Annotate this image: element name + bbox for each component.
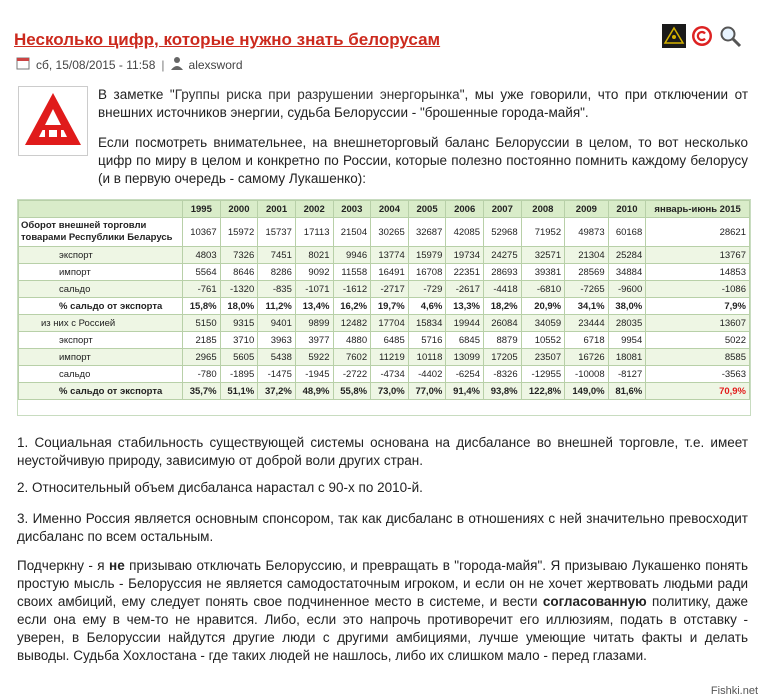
row-label: % сальдо от экспорта xyxy=(19,383,183,400)
table-cell: -4402 xyxy=(408,366,446,383)
article-logo xyxy=(18,86,88,156)
table-cell: 11219 xyxy=(371,349,409,366)
table-cell: 10118 xyxy=(408,349,446,366)
toolbar-icons xyxy=(662,24,742,48)
table-cell: -4734 xyxy=(371,366,409,383)
table-cell: 24275 xyxy=(484,247,522,264)
table-cell: -780 xyxy=(183,366,221,383)
row-label: сальдо xyxy=(19,366,183,383)
table-cell: 23507 xyxy=(521,349,565,366)
table-cell: 71952 xyxy=(521,218,565,247)
table-cell: 18081 xyxy=(608,349,646,366)
table-cell: 21504 xyxy=(333,218,371,247)
table-cell: 12482 xyxy=(333,315,371,332)
table-cell: 3963 xyxy=(258,332,296,349)
table-cell: 6485 xyxy=(371,332,409,349)
copyright-icon[interactable] xyxy=(690,24,714,48)
table-cell: 2965 xyxy=(183,349,221,366)
table-cell: -8326 xyxy=(484,366,522,383)
table-cell: 5605 xyxy=(220,349,258,366)
table-cell: -4418 xyxy=(484,281,522,298)
table-cell: 15834 xyxy=(408,315,446,332)
table-cell: 42085 xyxy=(446,218,484,247)
table-cell: -3563 xyxy=(646,366,750,383)
table-row xyxy=(19,349,750,366)
table-cell: 11558 xyxy=(333,264,371,281)
table-cell: 15,8% xyxy=(183,298,221,315)
table-cell: 9092 xyxy=(295,264,333,281)
table-cell: 5150 xyxy=(183,315,221,332)
table-cell: 8879 xyxy=(484,332,522,349)
table-cell: 18,2% xyxy=(484,298,522,315)
table-cell: 19944 xyxy=(446,315,484,332)
table-cell: 7,9% xyxy=(646,298,750,315)
table-cell: 39381 xyxy=(521,264,565,281)
table-cell: -1475 xyxy=(258,366,296,383)
post-date: сб, 15/08/2015 - 11:58 xyxy=(36,57,156,72)
table-cell: 22351 xyxy=(446,264,484,281)
row-label: % сальдо от экспорта xyxy=(19,298,183,315)
row-label: из них с Россией xyxy=(19,315,183,332)
row-label: импорт xyxy=(19,264,183,281)
trade-balance-table xyxy=(18,200,750,400)
table-header-cell: 2005 xyxy=(408,201,446,218)
table-cell: 16708 xyxy=(408,264,446,281)
table-cell: 38,0% xyxy=(608,298,646,315)
table-cell: 19734 xyxy=(446,247,484,264)
table-header-cell: 1995 xyxy=(183,201,221,218)
point-2: 2. Относительный объем дисбаланса нарастал с 90-х по 2010-й. xyxy=(17,480,423,495)
table-cell: 7451 xyxy=(258,247,296,264)
row-label: экспорт xyxy=(19,247,183,264)
table-cell: 93,8% xyxy=(484,383,522,400)
table-header-cell: 2004 xyxy=(371,201,409,218)
table-cell: 49873 xyxy=(565,218,609,247)
table-cell: 15972 xyxy=(220,218,258,247)
table-cell: 9954 xyxy=(608,332,646,349)
table-cell: -2722 xyxy=(333,366,371,383)
article-meta xyxy=(16,56,243,73)
table-cell: 13,3% xyxy=(446,298,484,315)
table-cell: 10367 xyxy=(183,218,221,247)
table-cell: 7602 xyxy=(333,349,371,366)
table-cell: 6845 xyxy=(446,332,484,349)
table-cell: 17704 xyxy=(371,315,409,332)
table-cell: 14853 xyxy=(646,264,750,281)
intro-paragraph: В заметке "Группы риска при разрушении энергорынка", мы уже говорили, что при отключении от внешних источников энергии, судьба Белоруссии - "брошенные города-майя". xyxy=(98,87,749,120)
table-cell: -9600 xyxy=(608,281,646,298)
table-cell: 149,0% xyxy=(565,383,609,400)
table-cell: -10008 xyxy=(565,366,609,383)
search-icon[interactable] xyxy=(718,24,742,48)
table-cell: 52968 xyxy=(484,218,522,247)
table-cell: 8021 xyxy=(295,247,333,264)
row-label: Оборот внешней торговли товарами Республики Беларусь xyxy=(19,218,183,247)
table-cell: 18,0% xyxy=(220,298,258,315)
table-cell: 19,7% xyxy=(371,298,409,315)
table-cell: 13099 xyxy=(446,349,484,366)
table-row xyxy=(19,383,750,400)
table-cell: -835 xyxy=(258,281,296,298)
table-row xyxy=(19,366,750,383)
table-cell: 23444 xyxy=(565,315,609,332)
table-row xyxy=(19,218,750,247)
table-header-cell: январь-июнь 2015 xyxy=(646,201,750,218)
table-cell: 15737 xyxy=(258,218,296,247)
point-1: 1. Социальная стабильность существующей системы основана на дисбалансе во внешней торговле, т.е. имеет неустойчивую природу, зависимую от доброй воли других стран. xyxy=(17,435,748,468)
table-row xyxy=(19,315,750,332)
calendar-icon xyxy=(16,56,30,73)
table-cell: -729 xyxy=(408,281,446,298)
table-header-cell: 2008 xyxy=(521,201,565,218)
table-cell: 8585 xyxy=(646,349,750,366)
table-cell: 16,2% xyxy=(333,298,371,315)
table-cell: 10552 xyxy=(521,332,565,349)
table-header-cell: 2009 xyxy=(565,201,609,218)
table-cell: -1612 xyxy=(333,281,371,298)
table-row xyxy=(19,264,750,281)
table-cell: -6254 xyxy=(446,366,484,383)
table-cell: 4,6% xyxy=(408,298,446,315)
table-cell: 32687 xyxy=(408,218,446,247)
table-cell: -7265 xyxy=(565,281,609,298)
table-cell: 4803 xyxy=(183,247,221,264)
table-cell: 28693 xyxy=(484,264,522,281)
table-cell: 77,0% xyxy=(408,383,446,400)
table-cell: -1086 xyxy=(646,281,750,298)
table-cell: 34059 xyxy=(521,315,565,332)
table-row xyxy=(19,247,750,264)
table-cell: 13774 xyxy=(371,247,409,264)
table-cell: 3977 xyxy=(295,332,333,349)
table-cell: 34884 xyxy=(608,264,646,281)
table-cell: 5438 xyxy=(258,349,296,366)
table-row xyxy=(19,298,750,315)
table-cell: 2185 xyxy=(183,332,221,349)
table-cell: 122,8% xyxy=(521,383,565,400)
table-header-cell xyxy=(19,201,183,218)
table-cell: 5716 xyxy=(408,332,446,349)
table-header-cell: 2010 xyxy=(608,201,646,218)
table-cell: 13767 xyxy=(646,247,750,264)
table-header-cell: 2003 xyxy=(333,201,371,218)
table-cell: 91,4% xyxy=(446,383,484,400)
table-cell: 37,2% xyxy=(258,383,296,400)
table-cell: 70,9% xyxy=(646,383,750,400)
table-cell: 8646 xyxy=(220,264,258,281)
table-cell: -1945 xyxy=(295,366,333,383)
article-title[interactable]: Несколько цифр, которые нужно знать белорусам xyxy=(14,30,441,49)
table-cell: 60168 xyxy=(608,218,646,247)
table-cell: 16491 xyxy=(371,264,409,281)
table-cell: 81,6% xyxy=(608,383,646,400)
table-cell: -6810 xyxy=(521,281,565,298)
context-paragraph: Если посмотреть внимательнее, на внешнеторговый баланс Белоруссии в целом, то вот несколько цифр по миру в целом и конкретно по России, которые полезно постоянно помнить каждому белорусу (и в первую очередь - самому Лукашенко): xyxy=(98,135,748,186)
table-cell: 11,2% xyxy=(258,298,296,315)
table-cell: 17113 xyxy=(295,218,333,247)
trade-table-image xyxy=(17,199,751,416)
table-cell: 9946 xyxy=(333,247,371,264)
table-cell: 3710 xyxy=(220,332,258,349)
table-cell: 30265 xyxy=(371,218,409,247)
table-cell: 32571 xyxy=(521,247,565,264)
row-label: сальдо xyxy=(19,281,183,298)
point-3: 3. Именно Россия является основным спонсором, так как дисбаланс в отношениях с ней значительно превосходит дисбаланс по всем остальным. xyxy=(17,511,748,544)
row-label: импорт xyxy=(19,349,183,366)
table-row xyxy=(19,281,750,298)
table-cell: 6718 xyxy=(565,332,609,349)
table-cell: 4880 xyxy=(333,332,371,349)
table-header-cell: 2007 xyxy=(484,201,522,218)
table-cell: 13,4% xyxy=(295,298,333,315)
table-row xyxy=(19,332,750,349)
table-cell: -12955 xyxy=(521,366,565,383)
table-cell: 28569 xyxy=(565,264,609,281)
table-cell: -2717 xyxy=(371,281,409,298)
table-cell: 16726 xyxy=(565,349,609,366)
table-cell: 73,0% xyxy=(371,383,409,400)
table-cell: -1071 xyxy=(295,281,333,298)
table-cell: -1320 xyxy=(220,281,258,298)
row-label: экспорт xyxy=(19,332,183,349)
table-cell: 55,8% xyxy=(333,383,371,400)
table-cell: -761 xyxy=(183,281,221,298)
table-cell: 28035 xyxy=(608,315,646,332)
table-header-cell: 2000 xyxy=(220,201,258,218)
table-cell: 26084 xyxy=(484,315,522,332)
table-cell: 5022 xyxy=(646,332,750,349)
table-cell: 8286 xyxy=(258,264,296,281)
table-cell: -8127 xyxy=(608,366,646,383)
table-cell: 48,9% xyxy=(295,383,333,400)
pyramid-icon[interactable] xyxy=(662,24,686,48)
watermark: Fishki.net xyxy=(710,685,758,697)
table-cell: 35,7% xyxy=(183,383,221,400)
table-cell: 34,1% xyxy=(565,298,609,315)
table-cell: 9899 xyxy=(295,315,333,332)
table-header-cell: 2002 xyxy=(295,201,333,218)
table-header-row xyxy=(19,201,750,218)
table-cell: 9401 xyxy=(258,315,296,332)
table-cell: 15979 xyxy=(408,247,446,264)
table-cell: 5922 xyxy=(295,349,333,366)
table-cell: 25284 xyxy=(608,247,646,264)
table-cell: 21304 xyxy=(565,247,609,264)
table-cell: -2617 xyxy=(446,281,484,298)
table-cell: 51,1% xyxy=(220,383,258,400)
author-name[interactable]: alexsword xyxy=(188,57,243,72)
table-header-cell: 2001 xyxy=(258,201,296,218)
table-cell: 28621 xyxy=(646,218,750,247)
table-header-cell: 2006 xyxy=(446,201,484,218)
meta-separator: | xyxy=(161,57,165,72)
conclusion-paragraph: Подчеркну - я не призываю отключать Белоруссию, и превращать в "города-майя". Я призываю Лукашенко понять простую мысль - Белоруссия не является самодостаточным игроком, и если он не хочет жертвовать людьми ради своих амбиций, ему следует понять свое подчиненное место в системе, и вести согласованную политику, даже если она ему в чем-то не нравится. Либо, если это напрочь противоречит его иллюзиям, подать в отставку - уверен, в Белоруссии найдутся другие люди с другими амбициями, лучше умеющие читать факты и делать выводы. Судьба Хохлостана - где таких людей не нашлось, либо их слишком мало - перед глазами. xyxy=(17,558,749,663)
table-cell: -1895 xyxy=(220,366,258,383)
table-cell: 20,9% xyxy=(521,298,565,315)
table-cell: 7326 xyxy=(220,247,258,264)
table-cell: 5564 xyxy=(183,264,221,281)
table-cell: 17205 xyxy=(484,349,522,366)
table-cell: 9315 xyxy=(220,315,258,332)
user-icon xyxy=(171,56,183,73)
table-cell: 13607 xyxy=(646,315,750,332)
related-article-link[interactable]: Группы риска при разрушении энергорынка xyxy=(174,87,460,102)
